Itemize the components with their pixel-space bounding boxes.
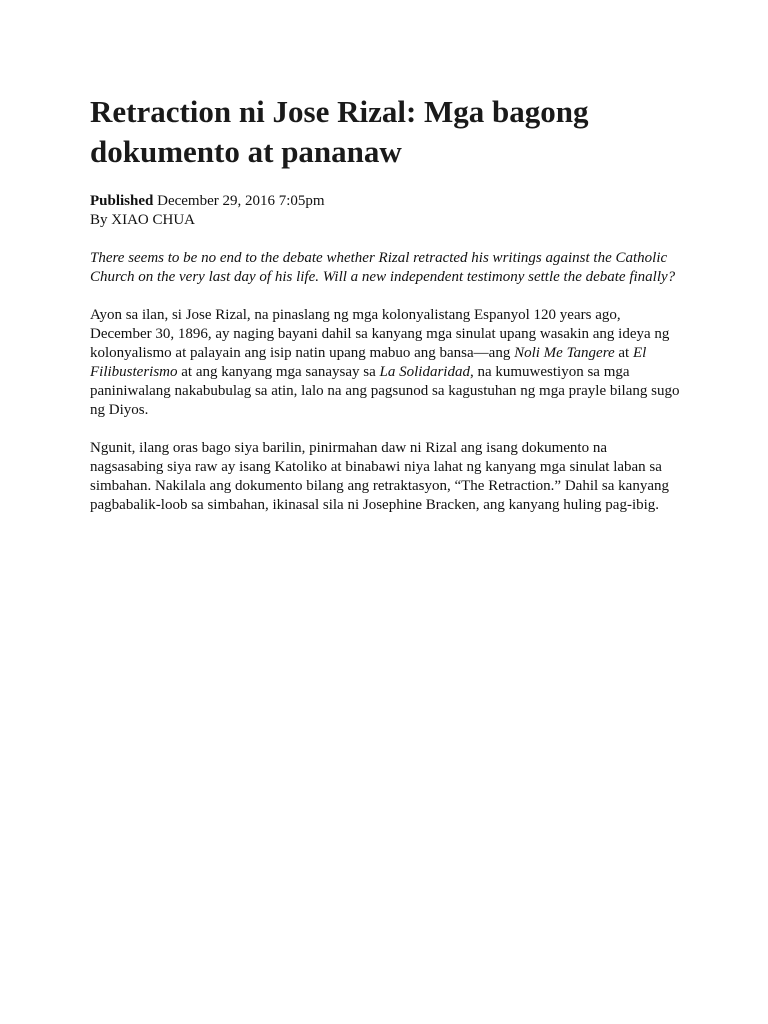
body-paragraph-1 xyxy=(90,306,680,420)
p1-title-noli: Noli Me Tangere xyxy=(514,345,615,361)
published-label: Published xyxy=(90,193,154,209)
p1-text-1: Ayon sa ilan, si Jose Rizal, na pinaslang ng mga kolonyalistang Espanyol 120 years ago, December 30, 1896, ay naging bayani dahil sa kanyang mga sinulat upang wasakin ang ideya ng kolonyalismo at palayain ang isip natin upang mabuo ang bansa—ang xyxy=(90,307,670,361)
p1-text-2: at xyxy=(614,345,633,361)
body-paragraph-2: Ngunit, ilang oras bago siya barilin, pinirmahan daw ni Rizal ang isang dokumento na nagsasabing siya raw ay isang Katoliko at binabawi niya lahat ng kanyang mga sinulat laban sa simbahan. Nakilala ang dokumento bilang ang retraktasyon, “The Retraction.” Dahil sa kanyang pagbabalik-loob sa simbahan, ikinasal sila ni Josephine Bracken, ang kanyang huling pag-ibig. xyxy=(90,440,669,513)
p1-text-4: , na kumuwestiyon sa mga paniniwalang nakabubulag sa atin, lalo na ang pagsunod sa kagustuhan ng mga prayle bilang sugo ng Diyos. xyxy=(90,364,680,418)
published-line xyxy=(90,192,680,211)
p1-title-fili: El Filibusterismo xyxy=(90,345,647,380)
article xyxy=(90,92,680,515)
p1-title-solidaridad: La Solidaridad xyxy=(379,364,470,380)
published-date: December 29, 2016 7:05pm xyxy=(157,193,325,209)
p1-text-3: at ang kanyang mga sanaysay sa xyxy=(177,364,380,380)
article-lede: There seems to be no end to the debate whether Rizal retracted his writings against the Catholic Church on the very last day of his life. Will a new independent testimony settle the debate finally? xyxy=(90,250,676,285)
article-meta xyxy=(90,192,680,230)
byline: By XIAO CHUA xyxy=(90,212,195,228)
article-title: Retraction ni Jose Rizal: Mga bagong dokumento at pananaw xyxy=(90,94,589,169)
